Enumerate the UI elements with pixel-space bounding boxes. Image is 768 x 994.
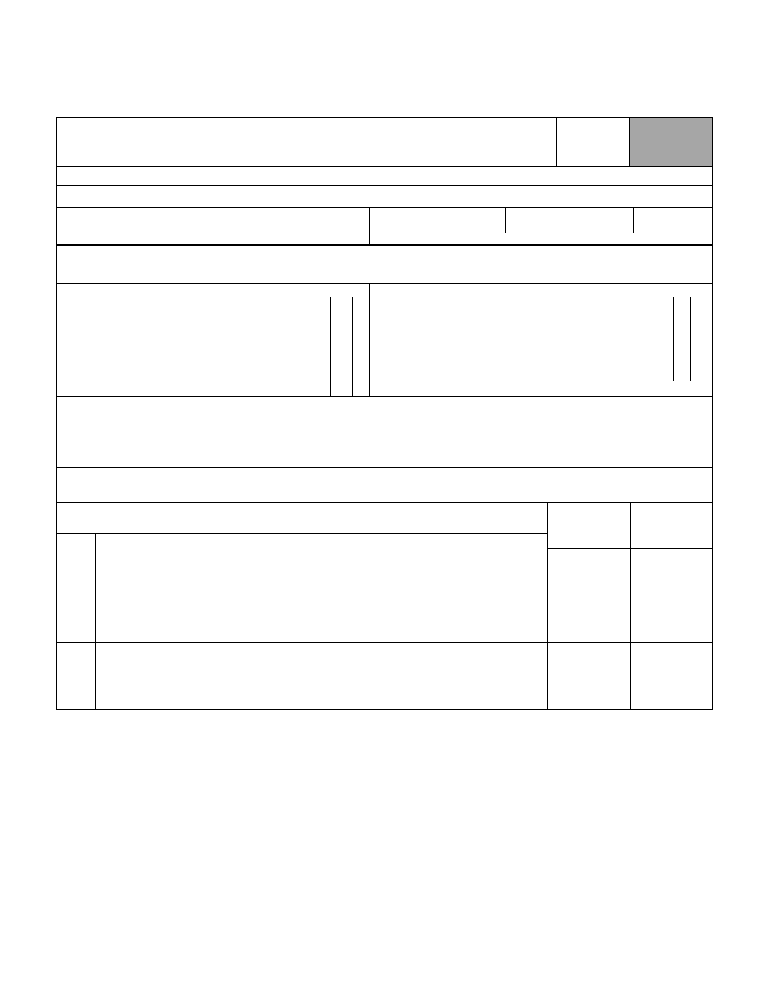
main-table [56,245,713,710]
skills-label [69,627,84,727]
catalog-number-cell [630,118,712,166]
methods-item [90,488,100,503]
header-table [56,117,713,245]
knowledge-label [69,505,84,625]
